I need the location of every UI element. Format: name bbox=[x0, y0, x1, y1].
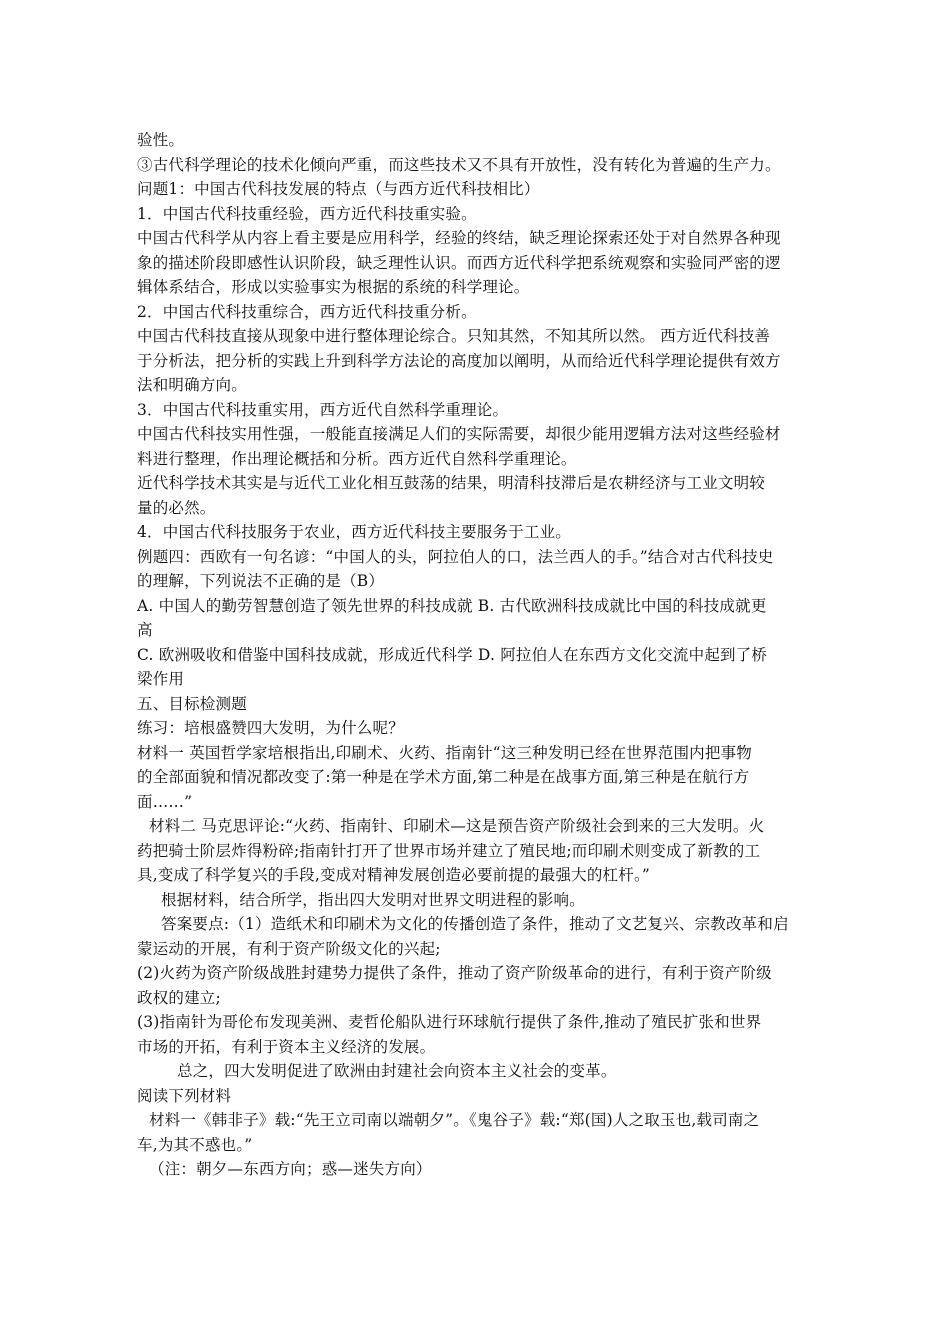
text-line: （注：朝夕—东西方向；惑—迷失方向） bbox=[149, 1160, 432, 1178]
text-line: 问题1：中国古代科技发展的特点（与西方近代科技相比） bbox=[137, 180, 540, 198]
text-line: 根据材料，结合所学，指出四大发明对世界文明进程的影响。 bbox=[161, 890, 585, 909]
text-line: 阅读下列材料 bbox=[137, 1086, 232, 1105]
text-line: 的全部面貌和情况都改变了:第一种是在学术方面,第二种是在战事方面,第三种是在航行方 bbox=[137, 768, 750, 786]
text-line: 验性。 bbox=[137, 131, 185, 149]
text-line: 辑体系结合，形成以实验事实为根据的系统的科学理论。 bbox=[137, 278, 530, 296]
text-line: 中国古代科学从内容上看主要是应用科学，经验的终结，缺乏理论探索还处于对自然界各种现 bbox=[137, 229, 781, 247]
text-line: 3．中国古代科技重实用，西方近代自然科学重理论。 bbox=[137, 400, 509, 419]
text-line: 例题四：西欧有一句名谚：“中国人的头，阿拉伯人的口，法兰西人的手。”结合对古代科技史 bbox=[137, 547, 774, 566]
text-line: 答案要点:（1）造纸术和印刷术为文化的传播创造了条件，推动了文艺复兴、宗教改革和启 bbox=[161, 915, 789, 933]
text-line: 料进行整理，作出理论概括和分析。西方近代自然科学重理论。 bbox=[137, 449, 577, 468]
text-line: 材料二 马克思评论:“火药、指南针、印刷术—这是预告资产阶级社会到来的三大发明。火 bbox=[149, 817, 765, 835]
text-line: 五、目标检测题 bbox=[137, 694, 247, 713]
text-line: 车,为其不惑也。” bbox=[137, 1135, 253, 1154]
text-line: 4．中国古代科技服务于农业，西方近代科技主要服务于工业。 bbox=[137, 523, 571, 541]
text-line: 面……” bbox=[137, 792, 193, 811]
text-line: 总之，四大发明促进了欧洲由封建社会向资本主义社会的变革。 bbox=[177, 1062, 617, 1080]
text-line: ③古代科学理论的技术化倾向严重，而这些技术又不具有开放性，没有转化为普遍的生产力。 bbox=[137, 155, 781, 174]
text-line: 药把骑士阶层炸得粉碎;指南针打开了世界市场并建立了殖民地;而印刷术则变成了新教的工 bbox=[137, 841, 761, 860]
text-line: 象的描述阶段即感性认识阶段，缺乏理性认识。而西方近代科学把系统观察和实验同严密的逻 bbox=[137, 253, 781, 272]
text-line: 蒙运动的开展，有利于资产阶级文化的兴起; bbox=[137, 939, 441, 958]
text-line: 高 bbox=[137, 621, 153, 639]
text-line: 中国古代科技直接从现象中进行整体理论综合。只知其然，不知其所以然。 西方近代科技善 bbox=[137, 327, 771, 345]
text-line: 近代科学技术其实是与近代工业化相互鼓荡的结果，明清科技滞后是农耕经济与工业文明较 bbox=[137, 474, 766, 492]
text-line: 的理解，下列说法不正确的是（B） bbox=[137, 572, 385, 590]
text-line: 市场的开拓，有利于资本主义经济的发展。 bbox=[137, 1037, 436, 1056]
text-line: 梁作用 bbox=[137, 670, 185, 688]
text-line: 具,变成了科学复兴的手段,变成对精神发展创造必要前提的最强大的杠杆。” bbox=[137, 866, 651, 884]
text-line: 法和明确方向。 bbox=[137, 376, 247, 394]
text-line: 材料一《韩非子》载:“先王立司南以端朝夕”。《鬼谷子》载:“郑(国)人之取玉也,载司南之 bbox=[149, 1111, 760, 1129]
text-line: 2．中国古代科技重综合，西方近代科技重分析。 bbox=[137, 302, 477, 321]
text-line: 量的必然。 bbox=[137, 498, 216, 517]
text-line: C. 欧洲吸收和借鉴中国科技成就，形成近代科学 D. 阿拉伯人在东西方文化交流中起到了桥 bbox=[137, 645, 768, 664]
text-line: 于分析法，把分析的实践上升到科学方法论的高度加以阐明，从而给近代科学理论提供有效方 bbox=[137, 351, 781, 370]
text-line: (3)指南针为哥伦布发现美洲、麦哲伦船队进行环球航行提供了条件,推动了殖民扩张和世界 bbox=[137, 1013, 762, 1031]
text-line: 中国古代科技实用性强，一般能直接满足人们的实际需要，却很少能用逻辑方法对这些经验材 bbox=[137, 425, 781, 443]
text-line: (2)火药为资产阶级战胜封建势力提供了条件，推动了资产阶级革命的进行，有利于资产阶级 bbox=[137, 964, 772, 982]
text-line: A. 中国人的勤劳智慧创造了领先世界的科技成就 B. 古代欧洲科技成就比中国的科技成就更 bbox=[137, 596, 767, 615]
document-body bbox=[137, 128, 817, 1182]
text-line: 1．中国古代科技重经验，西方近代科技重实验。 bbox=[137, 204, 477, 223]
text-line: 练习：培根盛赞四大发明，为什么呢？ bbox=[137, 719, 404, 737]
text-line: 政权的建立; bbox=[137, 988, 221, 1007]
text-line: 材料一 英国哲学家培根指出,印刷术、火药、指南针“这三种发明已经在世界范围内把事物 bbox=[137, 743, 752, 762]
